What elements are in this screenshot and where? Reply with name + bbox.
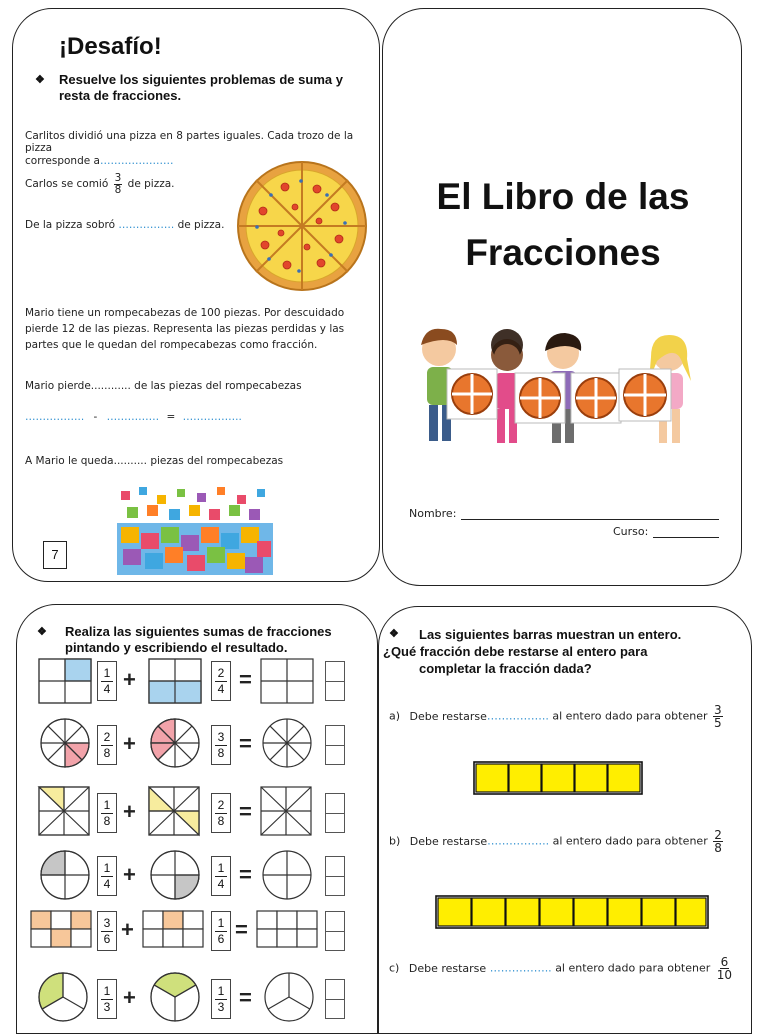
problem1-line4: De la pizza sobró ……………. de pizza.	[25, 219, 225, 231]
result-box[interactable]	[325, 856, 345, 896]
fraction-box: 2 4	[211, 661, 231, 701]
equals-sign: =	[239, 667, 252, 692]
answer-blank[interactable]: ……………..	[489, 961, 552, 975]
circle-quarters-result	[263, 851, 311, 899]
equals-sign: =	[239, 862, 252, 887]
plus-sign: +	[121, 917, 134, 942]
children-holding-fractions-icon	[407, 321, 697, 461]
challenge-panel	[12, 8, 380, 582]
circle-eighths-b	[151, 719, 199, 767]
fraction-box: 1 4	[97, 856, 117, 896]
fraction-box: 1 4	[211, 856, 231, 896]
fraction-figures	[17, 605, 378, 1034]
fraction-box: 2 8	[211, 793, 231, 833]
name-line[interactable]	[461, 518, 719, 520]
target-fraction: $\frac{6}{10}$	[716, 955, 733, 982]
challenge-title: ¡Desafío!	[59, 33, 162, 60]
plus-sign: +	[123, 731, 136, 756]
fraction-box: 3 8	[211, 725, 231, 765]
plus-sign: +	[123, 862, 136, 887]
problem2-equation: …………….. - …………… = ……………..	[25, 411, 242, 423]
fraction-box: 1 3	[97, 979, 117, 1019]
fraction-box: 1 4	[97, 661, 117, 701]
bar-item-a: a) Debe restarse…………….. al entero dado para obtener $\frac{3}{5}$	[389, 703, 722, 730]
name-label: Nombre:	[409, 507, 457, 520]
plus-sign: +	[123, 667, 136, 692]
puzzle-pieces-icon	[117, 483, 273, 575]
target-fraction: $\frac{2}{8}$	[714, 828, 722, 855]
yellow-bar-fifths	[473, 761, 643, 795]
fraction: $\frac{3}{8}$	[114, 172, 122, 196]
fraction-box: 1 6	[211, 911, 231, 951]
equals-sign: =	[235, 917, 248, 942]
problem2-line4: Mario pierde............ de las piezas del rompecabezas	[25, 380, 302, 392]
result-box[interactable]	[325, 793, 345, 833]
page-number: 7	[43, 541, 67, 569]
challenge-instruction: Resuelve los siguientes problemas de suma y resta de fracciones.	[59, 72, 343, 103]
cover-title: El Libro de las Fracciones	[436, 176, 690, 273]
pizza-icon	[235, 159, 369, 293]
circle-thirds-result	[265, 973, 313, 1021]
equals-sign: =	[239, 985, 252, 1010]
course-line[interactable]	[653, 536, 719, 538]
equals-sign: =	[239, 731, 252, 756]
answer-blank[interactable]: ……………..	[487, 834, 550, 848]
result-box[interactable]	[325, 979, 345, 1019]
fraction-box: 2 8	[97, 725, 117, 765]
square-quarters-result	[261, 659, 313, 703]
sums-panel	[16, 604, 378, 1034]
bullet-icon: ❖	[37, 626, 47, 638]
bar-item-b: b) Debe restarse…………….. al entero dado para obtener $\frac{2}{8}$	[389, 828, 722, 855]
square-quarters-b	[149, 659, 201, 703]
problem1-line1: Carlitos dividió una pizza en 8 partes iguales. Cada trozo de la pizza	[25, 130, 354, 154]
plus-sign: +	[123, 985, 136, 1010]
problem2-text: Mario tiene un rompecabezas de 100 piezas. Por descuidado pierde 12 de las piezas. Representa las piezas perdidas y las partes que le quedan del rompecabezas como fracción.	[25, 307, 345, 351]
bars-instruction: Las siguientes barras muestran un entero. ¿Qué fracción debe restarse al entero para completar la fracción dada?	[383, 627, 682, 676]
cover-panel	[382, 8, 742, 586]
circle-thirds-b	[151, 973, 199, 1021]
bullet-icon: ❖	[35, 74, 45, 86]
problem1-line3: Carlos se comió $\frac{3}{8}$ de pizza.	[25, 172, 175, 196]
square-eighths-b	[149, 787, 199, 835]
equals-sign: =	[239, 799, 252, 824]
problem1-line2: corresponde a…………………	[25, 155, 174, 167]
fraction-box: 1 8	[97, 793, 117, 833]
rect-sixths-a	[31, 911, 91, 947]
bullet-icon: ❖	[389, 628, 399, 640]
answer-blank[interactable]: ……………..	[486, 709, 549, 723]
problem2-line5: A Mario le queda.......... piezas del rompecabezas	[25, 455, 284, 467]
circle-quarters-b	[151, 851, 199, 899]
answer-blank[interactable]: …………….	[118, 219, 175, 231]
rect-sixths-b	[143, 911, 203, 947]
fraction-box: 3 6	[97, 911, 117, 951]
result-box[interactable]	[325, 661, 345, 701]
result-box[interactable]	[325, 725, 345, 765]
plus-sign: +	[123, 799, 136, 824]
square-eighths-a	[39, 787, 89, 835]
bar-item-c: c) Debe restarse …………….. al entero dado para obtener $\frac{6}{10}$	[389, 955, 733, 982]
result-box[interactable]	[325, 911, 345, 951]
yellow-bar-eighths	[435, 895, 709, 929]
answer-blank[interactable]: …………………	[100, 155, 174, 167]
circle-eighths-a	[41, 719, 89, 767]
circle-quarters-a	[41, 851, 89, 899]
bars-panel	[378, 606, 752, 1034]
answer-blank[interactable]: ……………..	[182, 411, 242, 423]
sums-instruction: Realiza las siguientes sumas de fracciones pintando y escribiendo el resultado.	[65, 624, 332, 655]
rect-sixths-result	[257, 911, 317, 947]
fraction-box: 1 3	[211, 979, 231, 1019]
target-fraction: $\frac{3}{5}$	[713, 703, 722, 730]
square-quarters-a	[39, 659, 91, 703]
answer-blank[interactable]: ……………..	[25, 411, 85, 423]
circle-eighths-result	[263, 719, 311, 767]
course-label: Curso:	[613, 525, 649, 538]
circle-thirds-a	[39, 973, 87, 1021]
square-eighths-result	[261, 787, 311, 835]
answer-blank[interactable]: ……………	[106, 411, 160, 423]
